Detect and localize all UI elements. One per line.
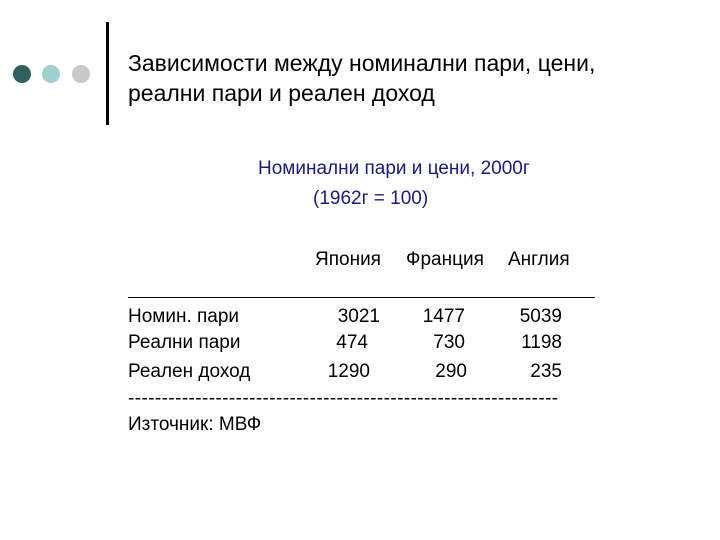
bullet-dot-gray xyxy=(72,65,90,83)
cell-nominal-japan: 3021 xyxy=(337,306,380,327)
dashed-separator: ---------------------------------------------------------------- xyxy=(128,388,559,409)
column-header-japan: Япония xyxy=(315,249,381,270)
cell-income-france: 290 xyxy=(435,361,467,382)
row-label-real-money: Реални пари xyxy=(128,332,241,353)
row-label-real-income: Реален доход xyxy=(128,361,251,382)
cell-nominal-england: 5039 xyxy=(519,306,562,327)
slide-title-line-1: Зависимости между номинални пари, цени, xyxy=(128,50,596,76)
cell-income-england: 235 xyxy=(530,361,562,382)
column-header-france: Франция xyxy=(406,249,484,270)
slide-title xyxy=(128,48,595,108)
column-header-england: Англия xyxy=(508,249,570,270)
bullet-dot-dark xyxy=(13,65,31,83)
title-divider xyxy=(106,22,109,125)
cell-income-japan: 1290 xyxy=(327,361,370,382)
table-subtitle: Номинални пари и цени, 2000г xyxy=(258,158,530,179)
slide-title-line-2: реални пари и реален доход xyxy=(128,80,435,106)
bullet-dot-light xyxy=(42,65,60,83)
header-underline xyxy=(128,297,595,298)
cell-nominal-france: 1477 xyxy=(422,306,465,327)
row-label-nominal-money: Номин. пари xyxy=(128,306,240,327)
table-base-year: (1962г = 100) xyxy=(313,188,429,209)
cell-real-france: 730 xyxy=(433,332,465,353)
source-note: Източник: МВФ xyxy=(128,414,262,435)
cell-real-england: 1198 xyxy=(521,332,562,353)
cell-real-japan: 474 xyxy=(336,332,368,353)
